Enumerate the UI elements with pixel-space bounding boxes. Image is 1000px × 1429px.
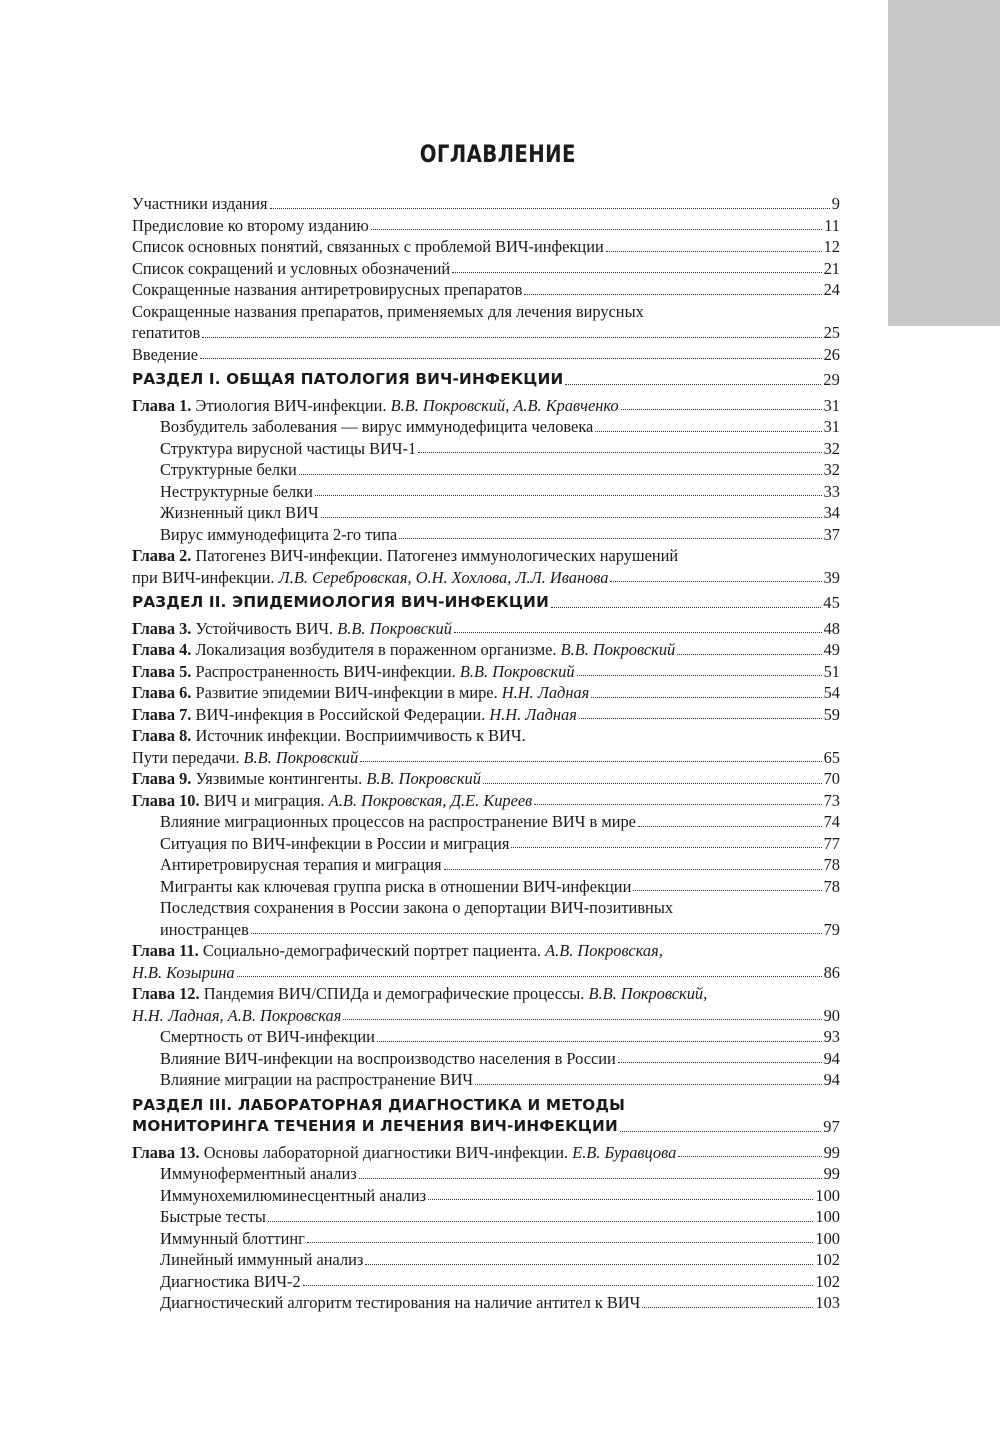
page-number: 78	[823, 876, 840, 896]
dot-leader	[237, 975, 822, 977]
entry-title: Структурные белки	[160, 460, 297, 479]
entry-title: Возбудитель заболевания — вирус иммунодефицита человека	[160, 417, 594, 436]
entry-title: Иммуноферментный анализ	[160, 1164, 357, 1183]
chapter-number: Глава 8.	[132, 726, 192, 745]
chapter-title: Уязвимые контингенты.	[195, 769, 363, 788]
chapter-title: Этиология ВИЧ-инфекции.	[195, 395, 387, 415]
section-heading[interactable]	[132, 369, 840, 391]
chapter-title: Источник инфекции. Восприимчивость к ВИЧ.	[195, 726, 526, 745]
page-number: 77	[823, 833, 840, 853]
entry-title: Антиретровирусная терапия и миграция	[160, 855, 442, 874]
section-title: РАЗДЕЛ II. ЭПИДЕМИОЛОГИЯ ВИЧ-ИНФЕКЦИИ	[132, 593, 549, 611]
entry-title: Ситуация по ВИЧ-инфекции в России и миграция	[160, 833, 510, 853]
chapter-entry[interactable]	[132, 962, 840, 984]
chapter-entry[interactable]	[132, 395, 840, 417]
toc-subentry[interactable]	[132, 1048, 840, 1070]
chapter-entry-line	[132, 983, 840, 1005]
chapter-number: Глава 12.	[132, 984, 200, 1003]
entry-title: Введение	[132, 344, 199, 364]
toc-entry[interactable]	[132, 258, 840, 280]
page-title: ОГЛАВЛЕНИЕ	[419, 140, 576, 168]
dot-leader	[251, 932, 822, 934]
page-number: 79	[823, 919, 840, 939]
toc-subentry[interactable]	[132, 1228, 840, 1250]
chapter-title: Социально-демографический портрет пациента.	[202, 941, 541, 960]
chapter-entry-line	[132, 725, 840, 747]
page-number: 49	[823, 640, 840, 659]
toc-entry[interactable]	[132, 322, 840, 344]
chapter-title: Пути передачи.	[132, 747, 240, 767]
chapter-number: Глава 1.	[132, 395, 192, 415]
chapter-entry[interactable]	[132, 618, 840, 640]
dot-leader	[591, 696, 821, 698]
chapter-number: Глава 2.	[132, 546, 192, 565]
page-number: 11	[824, 215, 840, 235]
dot-leader	[365, 1263, 813, 1265]
chapter-authors: А.В. Покровская,	[545, 941, 663, 960]
dot-leader	[454, 631, 822, 633]
toc-subentry[interactable]	[132, 876, 840, 898]
chapter-authors: В.В. Покровский	[366, 769, 481, 788]
chapter-number: Глава 11.	[132, 941, 199, 960]
entry-title: Участники издания	[132, 194, 268, 213]
toc-subentry[interactable]	[132, 416, 840, 438]
toc-subentry[interactable]	[132, 1185, 840, 1207]
toc	[132, 193, 840, 1314]
chapter-title: Устойчивость ВИЧ.	[195, 618, 334, 638]
toc-subentry[interactable]	[132, 1271, 840, 1293]
chapter-authors: В.В. Покровский,	[588, 984, 708, 1003]
chapter-authors: Н.В. Козырина	[132, 962, 235, 982]
dot-leader	[606, 250, 822, 252]
page-number: 39	[823, 567, 840, 587]
chapter-entry[interactable]	[132, 1142, 840, 1164]
chapter-number: Глава 7.	[132, 704, 192, 724]
dot-leader	[475, 1083, 822, 1085]
dot-leader	[321, 516, 822, 518]
dot-leader	[595, 430, 821, 432]
chapter-number: Глава 6.	[132, 683, 192, 702]
entry-title-line: Последствия сохранения в России закона о депортации ВИЧ-позитивных	[160, 898, 674, 917]
dot-leader	[360, 760, 821, 762]
dot-leader	[642, 1306, 813, 1308]
page-number: 31	[823, 395, 840, 415]
entry-title: Структура вирусной частицы ВИЧ-1	[160, 438, 417, 458]
page-number: 12	[823, 237, 840, 256]
page-number: 99	[823, 1164, 840, 1183]
chapter-authors: Н.Н. Ладная, А.В. Покровская	[132, 1005, 342, 1025]
page-number: 74	[823, 812, 840, 831]
chapter-title: Распространенность ВИЧ-инфекции.	[195, 661, 456, 681]
page-number: 102	[815, 1250, 840, 1269]
page-number: 65	[823, 747, 840, 767]
dot-leader	[610, 580, 821, 582]
section-heading[interactable]	[132, 592, 840, 614]
entry-title: Жизненный цикл ВИЧ	[160, 503, 319, 522]
chapter-number: Глава 4.	[132, 640, 192, 659]
dot-leader	[200, 357, 822, 359]
chapter-entry[interactable]	[132, 704, 840, 726]
toc-entry[interactable]	[132, 193, 840, 215]
page-number: 100	[815, 1185, 840, 1205]
chapter-title: Основы лабораторной диагностики ВИЧ-инфекции.	[203, 1142, 569, 1162]
page-number: 21	[823, 258, 840, 278]
entry-title: Предисловие ко второму изданию	[132, 215, 369, 235]
dot-leader	[483, 782, 822, 784]
chapter-number: Глава 13.	[132, 1142, 200, 1162]
entry-title: Иммунный блоттинг	[160, 1228, 305, 1248]
section-title-line: РАЗДЕЛ III. ЛАБОРАТОРНАЯ ДИАГНОСТИКА И МЕТОДЫ	[132, 1095, 626, 1114]
toc-subentry[interactable]	[132, 854, 840, 876]
entry-title: Влияние миграционных процессов на распространение ВИЧ в мире	[160, 812, 636, 831]
dot-leader	[444, 868, 822, 870]
page-number: 9	[831, 194, 840, 213]
page-number: 59	[823, 704, 840, 724]
toc-subentry[interactable]	[132, 459, 840, 481]
toc-subentry[interactable]	[132, 833, 840, 855]
chapter-authors: А.В. Покровская, Д.Е. Киреев	[328, 790, 533, 810]
entry-title: Список основных понятий, связанных с проблемой ВИЧ-инфекции	[132, 237, 604, 256]
page-number: 94	[823, 1070, 840, 1089]
chapter-authors: В.В. Покровский	[243, 747, 359, 767]
section-title: МОНИТОРИНГА ТЕЧЕНИЯ И ЛЕЧЕНИЯ ВИЧ-ИНФЕКЦИИ	[132, 1117, 618, 1135]
chapter-entry[interactable]	[132, 768, 840, 790]
toc-entry[interactable]	[132, 279, 840, 301]
toc-subentry[interactable]	[132, 1069, 840, 1091]
page-number: 34	[823, 503, 840, 522]
chapter-entry[interactable]	[132, 639, 840, 661]
chapter-number: Глава 10.	[132, 790, 200, 810]
dot-leader	[524, 293, 821, 295]
chapter-authors: В.В. Покровский	[459, 661, 575, 681]
dot-leader	[452, 271, 821, 273]
toc-subentry[interactable]	[132, 481, 840, 503]
chapter-entry[interactable]	[132, 790, 840, 812]
toc-subentry[interactable]	[132, 502, 840, 524]
page-number: 48	[823, 618, 840, 638]
dot-leader	[678, 1155, 821, 1157]
page-number: 26	[823, 344, 840, 364]
chapter-entry[interactable]	[132, 661, 840, 683]
chapter-title: Развитие эпидемии ВИЧ-инфекции в мире.	[195, 683, 498, 702]
chapter-title: ВИЧ-инфекция в Российской Федерации.	[195, 704, 486, 724]
dot-leader	[299, 473, 822, 475]
dot-leader	[620, 1130, 821, 1132]
page-number: 32	[823, 438, 840, 458]
page-number: 97	[823, 1117, 840, 1136]
page-number: 70	[823, 769, 840, 788]
page-number: 78	[823, 855, 840, 874]
page-number: 100	[815, 1207, 840, 1226]
dot-leader	[633, 889, 821, 891]
dot-leader	[551, 606, 821, 608]
page-number: 25	[823, 323, 840, 342]
chapter-entry-line	[132, 545, 840, 567]
dot-leader	[418, 451, 821, 453]
toc-entry[interactable]	[132, 344, 840, 366]
entry-title: Диагностика ВИЧ-2	[160, 1271, 301, 1291]
page-number: 33	[823, 481, 840, 501]
entry-title: Смертность от ВИЧ-инфекции	[160, 1027, 375, 1046]
page-number: 99	[823, 1142, 840, 1162]
chapter-number: Глава 5.	[132, 661, 192, 681]
dot-leader	[377, 1040, 822, 1042]
chapter-authors: Л.В. Серебровская, О.Н. Хохлова, Л.Л. Иванова	[278, 567, 609, 587]
entry-title: Вирус иммунодефицита 2-го типа	[160, 524, 398, 544]
page-number: 29	[823, 370, 840, 389]
chapter-authors: В.В. Покровский	[560, 640, 676, 659]
entry-title: Список сокращений и условных обозначений	[132, 258, 451, 278]
dot-leader	[315, 494, 822, 496]
dot-leader	[534, 803, 821, 805]
page-number: 51	[823, 661, 840, 681]
section-title: РАЗДЕЛ I. ОБЩАЯ ПАТОЛОГИЯ ВИЧ-ИНФЕКЦИИ	[132, 370, 564, 388]
chapter-entry[interactable]	[132, 567, 840, 589]
page-number: 103	[815, 1293, 840, 1312]
toc-entry[interactable]	[132, 215, 840, 237]
dot-leader	[565, 383, 821, 385]
dot-leader	[343, 1018, 821, 1020]
dot-leader	[399, 537, 821, 539]
dot-leader	[638, 825, 822, 827]
dot-leader	[202, 336, 821, 338]
page-number: 93	[823, 1027, 840, 1046]
page-number: 73	[823, 790, 840, 810]
dot-leader	[359, 1177, 822, 1179]
page-number: 37	[823, 524, 840, 544]
dot-leader	[303, 1284, 814, 1286]
dot-leader	[428, 1198, 813, 1200]
chapter-number: Глава 3.	[132, 618, 192, 638]
page-number: 45	[823, 593, 840, 612]
chapter-entry[interactable]	[132, 747, 840, 769]
chapter-title: Пандемия ВИЧ/СПИДа и демографические процессы.	[203, 984, 585, 1003]
toc-subentry[interactable]	[132, 1292, 840, 1314]
chapter-title: Патогенез ВИЧ-инфекции. Патогенез иммунологических нарушений	[195, 546, 679, 565]
entry-title: Неструктурные белки	[160, 481, 313, 501]
chapter-number: Глава 9.	[132, 769, 192, 788]
chapter-authors: Е.В. Буравцова	[572, 1142, 677, 1162]
toc-subentry[interactable]	[132, 919, 840, 941]
entry-title: иностранцев	[160, 919, 249, 939]
entry-title: Влияние миграции на распространение ВИЧ	[160, 1070, 474, 1089]
dot-leader	[268, 1220, 813, 1222]
chapter-title: ВИЧ и миграция.	[203, 790, 325, 810]
chapter-entry-line	[132, 940, 840, 962]
toc-entry[interactable]	[132, 236, 840, 258]
dot-leader	[577, 674, 822, 676]
entry-title: гепатитов	[132, 323, 201, 342]
dot-leader	[270, 207, 830, 209]
toc-subentry[interactable]	[132, 811, 840, 833]
entry-title: Влияние ВИЧ-инфекции на воспроизводство населения в России	[160, 1048, 616, 1068]
toc-subentry[interactable]	[132, 1206, 840, 1228]
dot-leader	[371, 228, 822, 230]
chapter-authors: В.В. Покровский, А.В. Кравченко	[390, 395, 619, 415]
toc-subentry[interactable]	[132, 438, 840, 460]
page-number: 86	[823, 962, 840, 982]
toc-subentry[interactable]	[132, 1163, 840, 1185]
entry-title-line: Сокращенные названия препаратов, применяемых для лечения вирусных	[132, 301, 644, 321]
toc-subentry[interactable]	[132, 524, 840, 546]
dot-leader	[621, 408, 822, 410]
chapter-authors: В.В. Покровский	[337, 618, 452, 638]
page-number: 24	[823, 280, 840, 299]
toc-subentry[interactable]	[132, 1249, 840, 1271]
page-number: 54	[823, 683, 840, 702]
dot-leader	[618, 1061, 822, 1063]
chapter-title: Локализация возбудителя в пораженном организме.	[195, 640, 557, 659]
page-number: 100	[815, 1228, 840, 1248]
chapter-authors: Н.Н. Ладная	[489, 704, 577, 724]
page-number: 94	[823, 1048, 840, 1068]
page-number: 31	[823, 417, 840, 436]
dot-leader	[307, 1241, 814, 1243]
toc-subentry[interactable]	[132, 1026, 840, 1048]
entry-title: Линейный иммунный анализ	[160, 1250, 364, 1269]
dot-leader	[677, 653, 821, 655]
entry-title: Диагностический алгоритм тестирования на наличие антител к ВИЧ	[160, 1293, 641, 1312]
entry-title: Мигранты как ключевая группа риска в отношении ВИЧ-инфекции	[160, 876, 632, 896]
entry-title: Иммунохемилюминесцентный анализ	[160, 1185, 427, 1205]
dot-leader	[511, 846, 821, 848]
chapter-authors: Н.Н. Ладная	[501, 683, 590, 702]
chapter-entry[interactable]	[132, 1005, 840, 1027]
section-heading[interactable]	[132, 1116, 840, 1138]
page-number: 102	[815, 1271, 840, 1291]
chapter-title: при ВИЧ-инфекции.	[132, 567, 275, 587]
entry-title: Сокращенные названия антиретровирусных препаратов	[132, 280, 523, 299]
page-number: 90	[823, 1005, 840, 1025]
chapter-entry[interactable]	[132, 682, 840, 704]
entry-title: Быстрые тесты	[160, 1207, 266, 1226]
dot-leader	[579, 717, 822, 719]
page-number: 32	[823, 460, 840, 479]
